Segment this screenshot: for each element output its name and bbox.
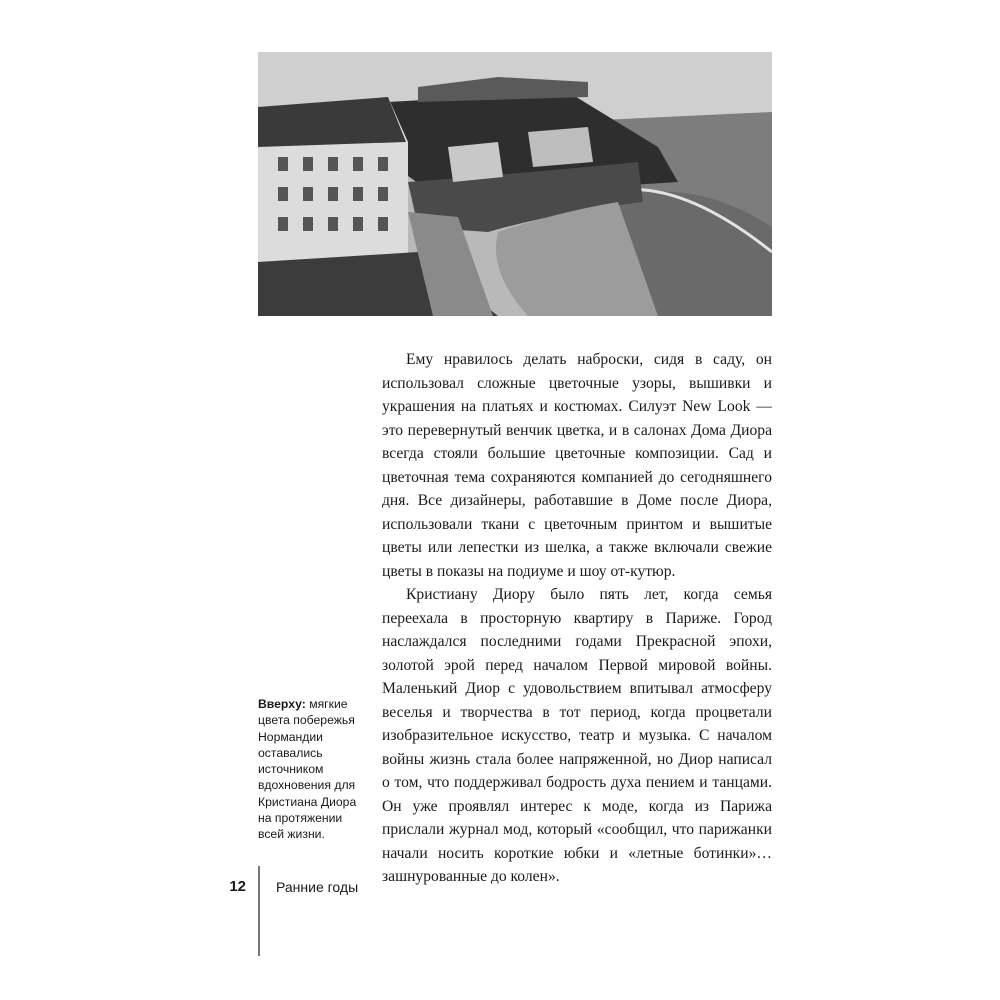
coastal-photo xyxy=(258,52,772,316)
photo-caption xyxy=(258,696,370,843)
body-paragraph: Кристиану Диору было пять лет, когда семья переехала в просторную квартиру в Париже. Город наслаждался последними годами Прекрасной эпохи, золотой эрой перед началом Первой мировой войны. Маленький Диор с удовольствием впитывал атмосферу веселья и творчества в тот период, когда процветали изобразительное искусство, театр и музыка. С началом войны жизнь стала более напряженной, но Диор написал о том, что поддерживал бодрость духа пением и танцами. Он уже проявлял интерес к моде, когда из Парижа прислали журнал мод, который «сообщил, что парижанки начали носить короткие юбки и «летные ботинки»… зашнурованные до колен». xyxy=(382,586,772,885)
body-paragraph: Ему нравилось делать наброски, сидя в саду, он использовал сложные цветочные узоры, вышивки и украшения на платьях и костюмах. Силуэт New Look — это перевернутый венчик цветка, и в салонах Дома Диора всегда стояли большие цветочные композиции. Сад и цветочная тема сохраняются компанией до сегодняшнего дня. Все дизайнеры, работавшие в Доме после Диора, использовали ткани с цветочным принтом и вышитые цветы или лепестки из шелка, а также включали свежие цветы в показы на подиуме и шоу от-кутюр. xyxy=(382,351,772,580)
body-text xyxy=(382,348,772,889)
caption-lead: Вверху: xyxy=(258,697,306,711)
normandy-coast-image xyxy=(258,52,772,316)
caption-text: мягкие цвета побережья Нормандии оставались источником вдохновения для Кристиана Диора на протяжении всей жизни. xyxy=(258,697,357,842)
running-head: Ранние годы xyxy=(276,879,359,895)
page-number: 12 xyxy=(229,878,246,895)
footer-rule xyxy=(258,866,260,956)
